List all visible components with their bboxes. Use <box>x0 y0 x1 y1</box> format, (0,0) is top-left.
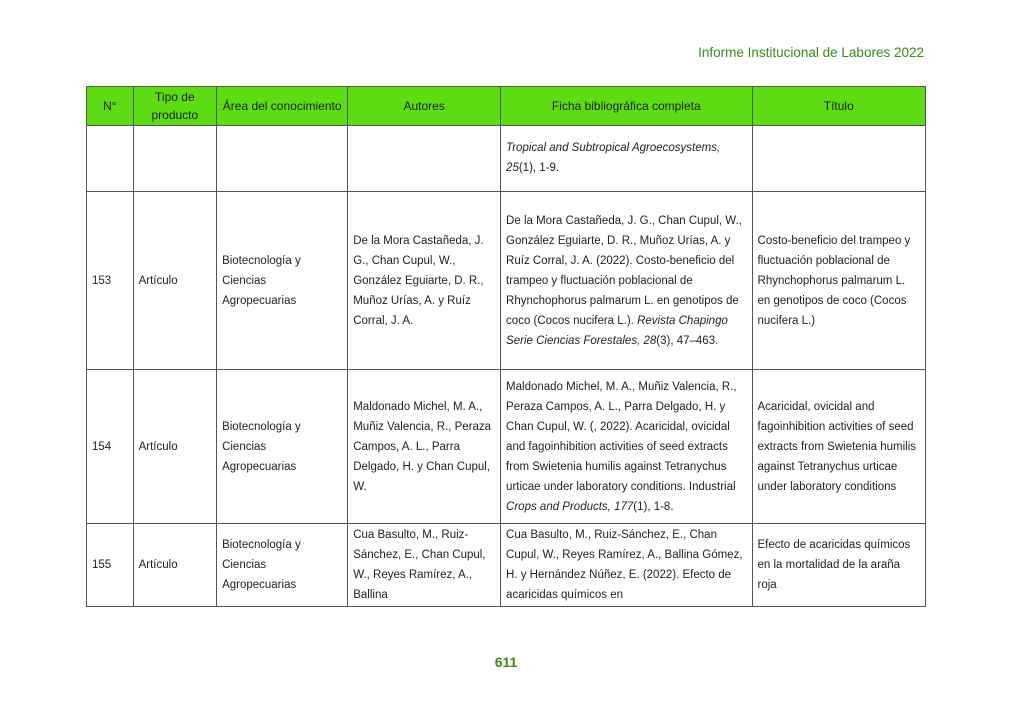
cell-knowledge-area <box>217 126 348 192</box>
cell-knowledge-area: Biotecnología y Ciencias Agropecuarias <box>217 524 348 607</box>
column-header-title: Título <box>752 87 925 126</box>
cell-bibliographic-record <box>501 524 752 607</box>
cell-knowledge-area: Biotecnología y Ciencias Agropecuarias <box>217 192 348 370</box>
cell-number: 155 <box>87 524 134 607</box>
cell-title <box>752 126 925 192</box>
cell-authors: Cua Basulto, M., Ruiz-Sánchez, E., Chan Cupul, W., Reyes Ramírez, A., Ballina <box>348 524 501 607</box>
cell-title: Efecto de acaricidas químicos en la mortalidad de la araña roja <box>752 524 925 607</box>
ficha-part: Crops and Products, 177 <box>506 500 634 513</box>
cell-title: Costo-beneficio del trampeo y fluctuación poblacional de Rhynchophorus palmarum L. en genotipos de coco (Cocos nucifera L.) <box>752 192 925 370</box>
column-header-bibliographic-record: Ficha bibliográfica completa <box>501 87 752 126</box>
report-header-title: Informe Institucional de Labores 2022 <box>698 45 924 60</box>
cell-bibliographic-record <box>501 126 752 192</box>
table-row <box>87 192 926 370</box>
table-row <box>87 524 926 607</box>
cell-bibliographic-record <box>501 370 752 524</box>
cell-product-type: Artículo <box>133 524 216 607</box>
cell-authors: De la Mora Castañeda, J. G., Chan Cupul, W., González Eguiarte, D. R., Muñoz Urías, A. y Ruíz Corral, J. A. <box>348 192 501 370</box>
column-header-authors: Autores <box>348 87 501 126</box>
ficha-part: De la Mora Castañeda, J. G., Chan Cupul, W., González Eguiarte, D. R., Muñoz Urías, A. y Ruíz Corral, J. A. (2022). Costo-beneficio del trampeo y fluctuación poblacional de Rhynchophorus palmarum L. en genotipos de coco (Cocos nucifera L.). <box>506 214 742 327</box>
ficha-part: Revista Chapingo Serie Ciencias Forestales, 28 <box>506 314 728 347</box>
cell-authors: Maldonado Michel, M. A., Muñiz Valencia, R., Peraza Campos, A. L., Parra Delgado, H. y Chan Cupul, W. <box>348 370 501 524</box>
ficha-part: Cua Basulto, M., Ruiz-Sánchez, E., Chan Cupul, W., Reyes Ramírez, A., Ballina Gómez, H. y Hernández Núñez, E. (2022). Efecto de acaricidas químicos en <box>506 529 743 601</box>
table-row <box>87 370 926 524</box>
table-row <box>87 126 926 192</box>
ficha-part: (1), 1-9. <box>518 162 560 174</box>
cell-number: 153 <box>87 192 134 370</box>
cell-bibliographic-record <box>501 192 752 370</box>
column-header-product-type: Tipo de producto <box>133 87 216 126</box>
table-header-row <box>87 87 926 126</box>
ficha-part: (3), 47–463. <box>656 334 719 347</box>
cell-knowledge-area: Biotecnología y Ciencias Agropecuarias <box>217 370 348 524</box>
cell-product-type: Artículo <box>133 370 216 524</box>
ficha-part: Maldonado Michel, M. A., Muñiz Valencia, R., Peraza Campos, A. L., Parra Delgado, H. y Chan Cupul, W. (, 2022). Acaricidal, ovicidal and fagoinhibition activities of seed extracts from Swietenia humilis against Tetranychus urticae under laboratory conditions. Industrial <box>506 380 737 493</box>
cell-title: Acaricidal, ovicidal and fagoinhibition activities of seed extracts from Swietenia humilis against Tetranychus urticae under laboratory conditions <box>752 370 925 524</box>
cell-number: 154 <box>87 370 134 524</box>
cell-authors <box>348 126 501 192</box>
publications-table <box>86 86 926 607</box>
cell-number <box>87 126 134 192</box>
page-number: 611 <box>494 654 518 670</box>
column-header-knowledge-area: Área del conocimiento <box>217 87 348 126</box>
cell-product-type: Artículo <box>133 192 216 370</box>
ficha-part: (1), 1-8. <box>633 500 674 513</box>
cell-product-type <box>133 126 216 192</box>
ficha-part: Tropical and Subtropical Agroecosystems, 25 <box>506 142 721 174</box>
column-header-number: N° <box>87 87 134 126</box>
